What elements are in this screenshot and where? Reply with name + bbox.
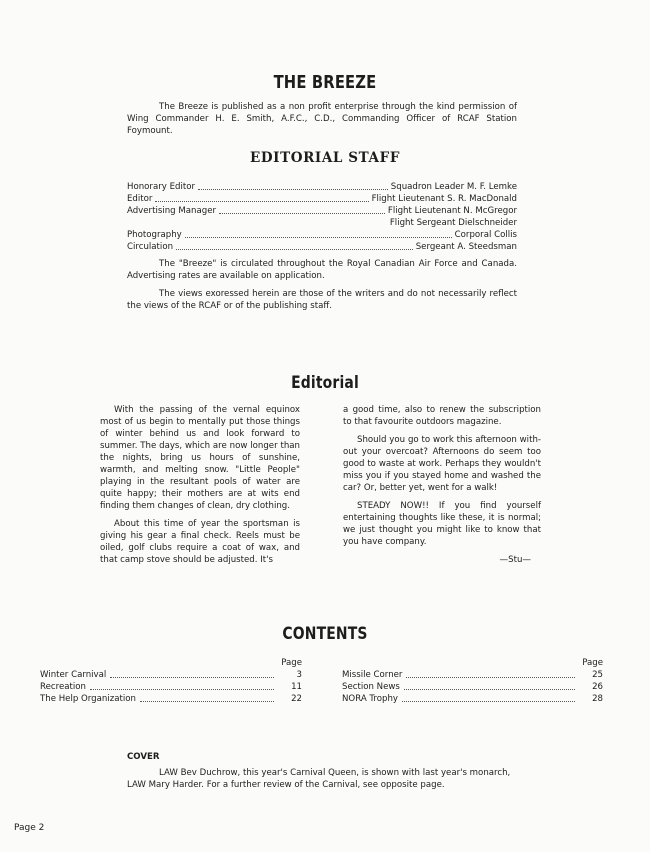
contents-item[interactable] xyxy=(40,693,302,705)
staff-row xyxy=(127,193,517,205)
contents-item-title: Missile Corner xyxy=(342,670,403,680)
staff-heading: EDITORIAL STAFF xyxy=(249,150,401,166)
contents-left xyxy=(40,657,302,705)
contents-item-page: 25 xyxy=(592,670,603,680)
leader-dots xyxy=(155,201,368,202)
contents-item-title: Section News xyxy=(342,682,400,692)
editorial-left-column xyxy=(100,404,300,572)
contents-item-page: 3 xyxy=(296,670,302,680)
contents-item[interactable] xyxy=(342,693,603,705)
staff-row xyxy=(127,241,517,253)
staff-role: Circulation xyxy=(127,242,174,252)
staff-name: Flight Lieutenant N. McGregor xyxy=(387,206,517,216)
editorial-signature: —Stu— xyxy=(499,555,531,565)
staff-role: Editor xyxy=(127,194,153,204)
staff-role: Photography xyxy=(127,230,182,240)
editorial-paragraph: Should you go to work this afternoon with-out your overcoat? Afternoons do seem too good to waste at work. Perhaps they wouldn't miss you if you stayed home and washed the car? Or, better yet, went for a walk! xyxy=(343,435,541,493)
leader-dots xyxy=(185,237,452,238)
contents-item[interactable] xyxy=(40,681,302,693)
leader-dots xyxy=(176,249,413,250)
contents-item-title: The Help Organization xyxy=(40,694,136,704)
leader-dots xyxy=(219,213,385,214)
views-note-text: The views exoressed herein are those of the writers and do not necessarily reflect the views of the RCAF or of the publishing staff. xyxy=(127,289,517,311)
staff-role: Honorary Editor xyxy=(127,182,196,192)
cover-label: COVER xyxy=(127,752,160,762)
staff-name: Squadron Leader M. F. Lemke xyxy=(390,182,517,192)
leader-dots xyxy=(90,689,274,690)
staff-row xyxy=(127,229,517,241)
staff-role: Advertising Manager xyxy=(127,206,217,216)
editorial-paragraph: a good time, also to renew the subscription to that favourite outdoors magazine. xyxy=(343,405,541,427)
editorial-paragraph: STEADY NOW!! If you find yourself entertaining thoughts like these, it is normal; we just thought you might like to know that you have company. xyxy=(343,501,541,547)
leader-dots xyxy=(110,677,274,678)
leader-dots xyxy=(404,689,575,690)
staff-row xyxy=(127,205,517,217)
circulation-note-text: The "Breeze" is circulated throughout the Royal Canadian Air Force and Canada. Advertising rates are available on application. xyxy=(127,259,517,281)
staff-list xyxy=(127,181,517,253)
editorial-right-column xyxy=(343,404,541,566)
contents-page-header: Page xyxy=(582,658,603,668)
editorial-heading: Editorial xyxy=(291,373,359,393)
contents-item[interactable] xyxy=(342,669,603,681)
editorial-paragraph: With the passing of the vernal equinox most of us begin to mentally put those things of winter behind us and look forward to summer. The days, which are now longer than the nights, bring us hours of sunshine, warmth, and melting snow. "Little People" playing in the resultant pools of water are quite happy; their mothers are at wits end finding them changes of clean, dry clothing. xyxy=(100,405,300,511)
contents-item-title: NORA Trophy xyxy=(342,694,399,704)
editorial-paragraph: About this time of year the sportsman is giving his gear a final check. Reels must be oiled, golf clubs require a coat of wax, and that camp stove should be adjusted. It's xyxy=(100,519,300,565)
staff-row xyxy=(127,181,517,193)
cover-caption xyxy=(127,767,517,791)
contents-item-page: 11 xyxy=(291,682,302,692)
contents-item-title: Recreation xyxy=(40,682,86,692)
contents-item[interactable] xyxy=(40,669,302,681)
staff-name: Sergeant A. Steedsman xyxy=(415,242,517,252)
contents-item[interactable] xyxy=(342,681,603,693)
leader-dots xyxy=(406,677,575,678)
page-number: Page 2 xyxy=(14,823,45,833)
contents-item-page: 22 xyxy=(291,694,302,704)
publication-intro xyxy=(127,101,517,137)
views-note xyxy=(127,288,517,312)
staff-name: Corporal Collis xyxy=(454,230,517,240)
circulation-note xyxy=(127,258,517,282)
cover-caption-text: LAW Bev Duchrow, this year's Carnival Queen, is shown with last year's monarch, LAW Mary Harder. For a further review of the Carnival, see opposite page. xyxy=(127,768,511,790)
contents-heading: CONTENTS xyxy=(282,624,368,644)
leader-dots xyxy=(140,701,274,702)
staff-name: Flight Lieutenant S. R. MacDonald xyxy=(371,194,517,204)
contents-item-page: 28 xyxy=(592,694,603,704)
contents-item-page: 26 xyxy=(592,682,603,692)
masthead-title: THE BREEZE xyxy=(273,72,377,93)
contents-item-title: Winter Carnival xyxy=(40,670,107,680)
contents-right xyxy=(342,657,603,705)
staff-row xyxy=(127,217,517,229)
publication-intro-text: The Breeze is published as a non profit enterprise through the kind permission of Wing Commander H. E. Smith, A.F.C., C.D., Commanding Officer of RCAF Station Foymount. xyxy=(127,102,517,136)
contents-page-header: Page xyxy=(281,658,302,668)
leader-dots xyxy=(198,189,388,190)
leader-dots xyxy=(402,701,575,702)
staff-name: Flight Sergeant Dielschneider xyxy=(389,218,517,228)
